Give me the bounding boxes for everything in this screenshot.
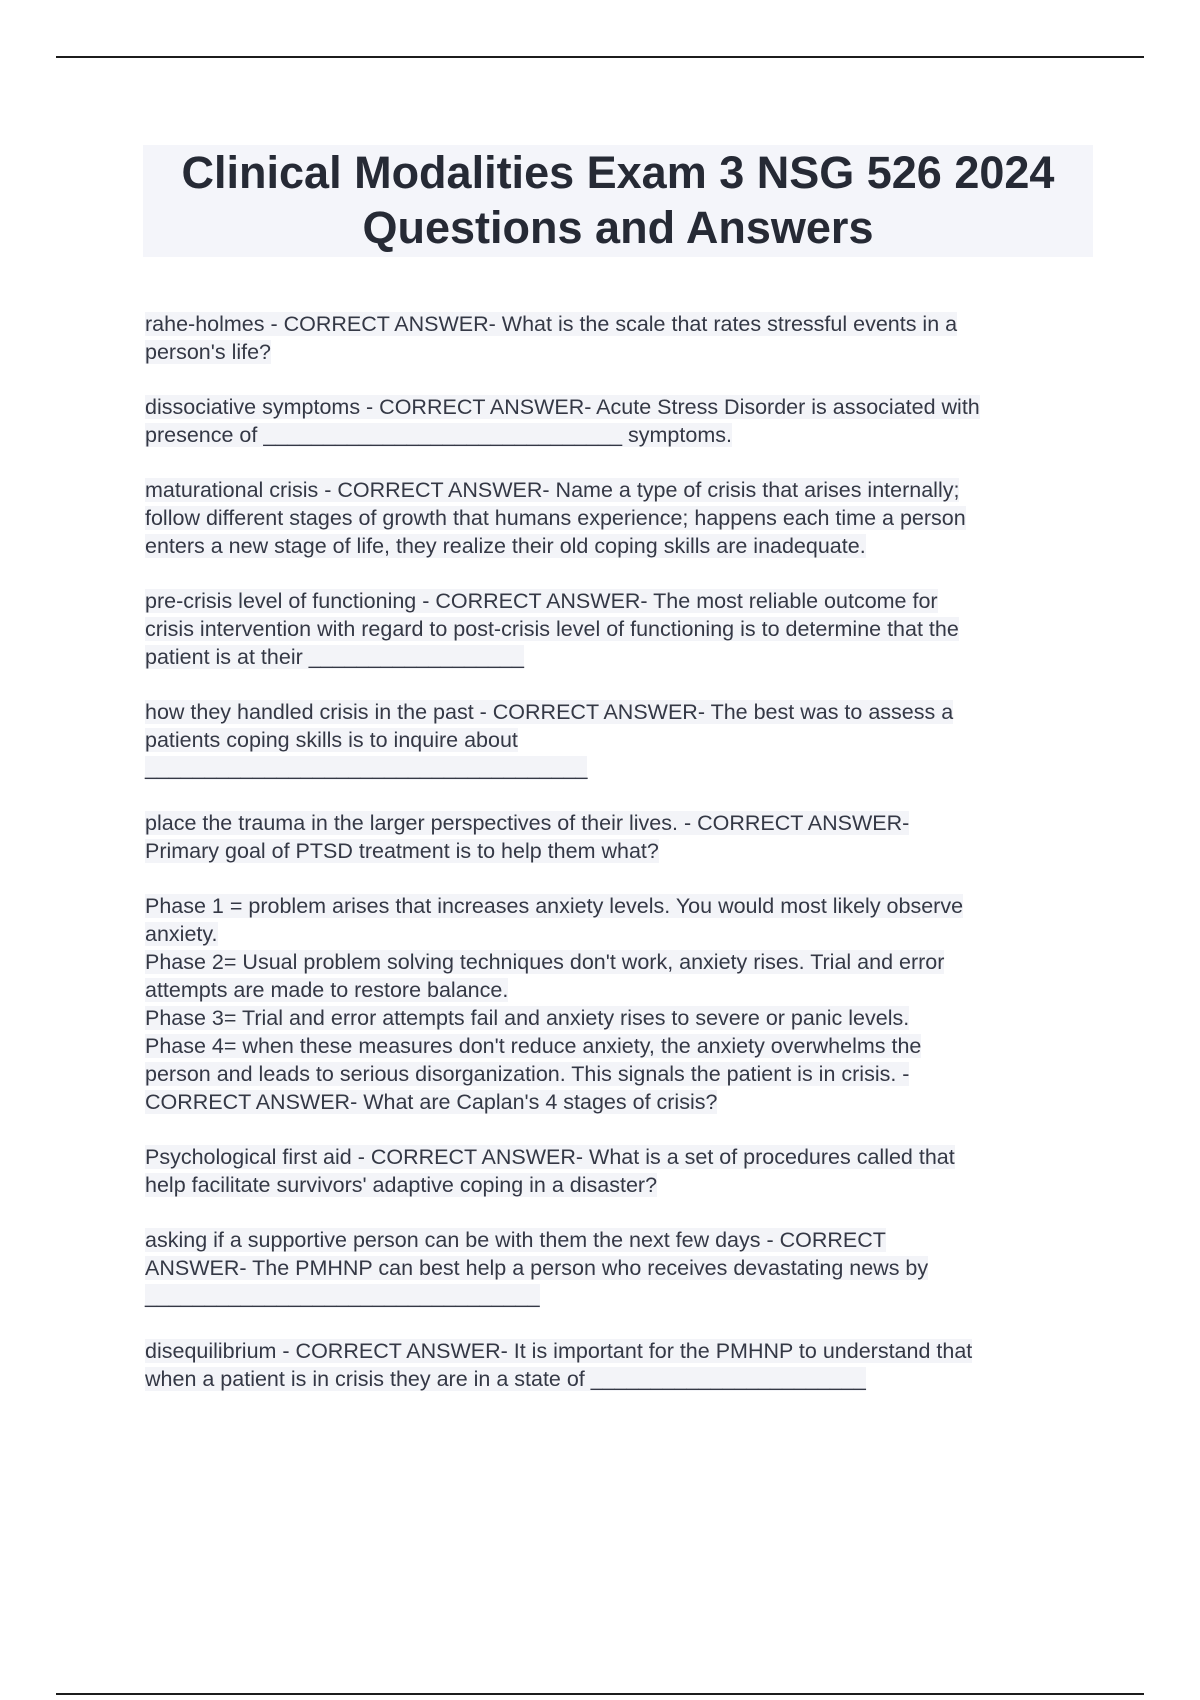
qa-line: Phase 2= Usual problem solving techniques don't work, anxiety rises. Trial and error [145,950,945,974]
qa-line: maturational crisis - CORRECT ANSWER- Name a type of crisis that arises internally; [145,478,960,502]
title-line-1: Clinical Modalities Exam 3 NSG 526 2024 [181,147,1055,198]
bottom-rule [56,1693,1144,1695]
qa-line: asking if a supportive person can be with them the next few days - CORRECT [145,1228,886,1252]
qa-item [145,809,1093,865]
qa-line: pre-crisis level of functioning - CORRECT ANSWER- The most reliable outcome for [145,589,938,613]
qa-line: Psychological first aid - CORRECT ANSWER- What is a set of procedures called that [145,1145,955,1169]
qa-line: _____________________________________ [145,756,588,780]
qa-line: Phase 3= Trial and error attempts fail and anxiety rises to severe or panic levels. [145,1006,910,1030]
qa-item [145,892,1093,1116]
title-line-2: Questions and Answers [362,202,874,253]
qa-line: presence of ______________________________ symptoms. [145,423,732,447]
qa-line: enters a new stage of life, they realize their old coping skills are inadequate. [145,534,866,558]
top-rule [56,56,1144,58]
qa-line: person's life? [145,340,272,364]
qa-line: patient is at their __________________ [145,645,524,669]
qa-item [145,476,1093,560]
qa-line: follow different stages of growth that humans experience; happens each time a person [145,506,966,530]
qa-item [145,1226,1093,1310]
qa-line: person and leads to serious disorganization. This signals the patient is in crisis. - [145,1062,910,1086]
qa-line: place the trauma in the larger perspectives of their lives. - CORRECT ANSWER- [145,811,910,835]
qa-line: when a patient is in crisis they are in a state of _______________________ [145,1367,866,1391]
qa-line: ANSWER- The PMHNP can best help a person who receives devastating news by [145,1256,929,1280]
qa-line: anxiety. [145,922,218,946]
qa-line: crisis intervention with regard to post-crisis level of functioning is to determine that the [145,617,959,641]
qa-line: disequilibrium - CORRECT ANSWER- It is important for the PMHNP to understand that [145,1339,973,1363]
qa-line: _________________________________ [145,1284,540,1308]
qa-line: help facilitate survivors' adaptive coping in a disaster? [145,1173,658,1197]
qa-item [145,587,1093,671]
qa-item [145,1337,1093,1393]
qa-line: patients coping skills is to inquire about [145,728,518,752]
qa-line: how they handled crisis in the past - CORRECT ANSWER- The best was to assess a [145,700,954,724]
qa-line: rahe-holmes - CORRECT ANSWER- What is the scale that rates stressful events in a [145,312,958,336]
qa-item [145,393,1093,449]
qa-list [145,310,1093,1420]
qa-item [145,698,1093,782]
qa-line: Phase 4= when these measures don't reduce anxiety, the anxiety overwhelms the [145,1034,922,1058]
qa-line: CORRECT ANSWER- What are Caplan's 4 stages of crisis? [145,1090,718,1114]
document-title [143,145,1093,257]
qa-line: dissociative symptoms - CORRECT ANSWER- Acute Stress Disorder is associated with [145,395,980,419]
qa-line: attempts are made to restore balance. [145,978,509,1002]
qa-line: Phase 1 = problem arises that increases anxiety levels. You would most likely observe [145,894,964,918]
qa-line: Primary goal of PTSD treatment is to help them what? [145,839,659,863]
qa-item [145,310,1093,366]
qa-item [145,1143,1093,1199]
